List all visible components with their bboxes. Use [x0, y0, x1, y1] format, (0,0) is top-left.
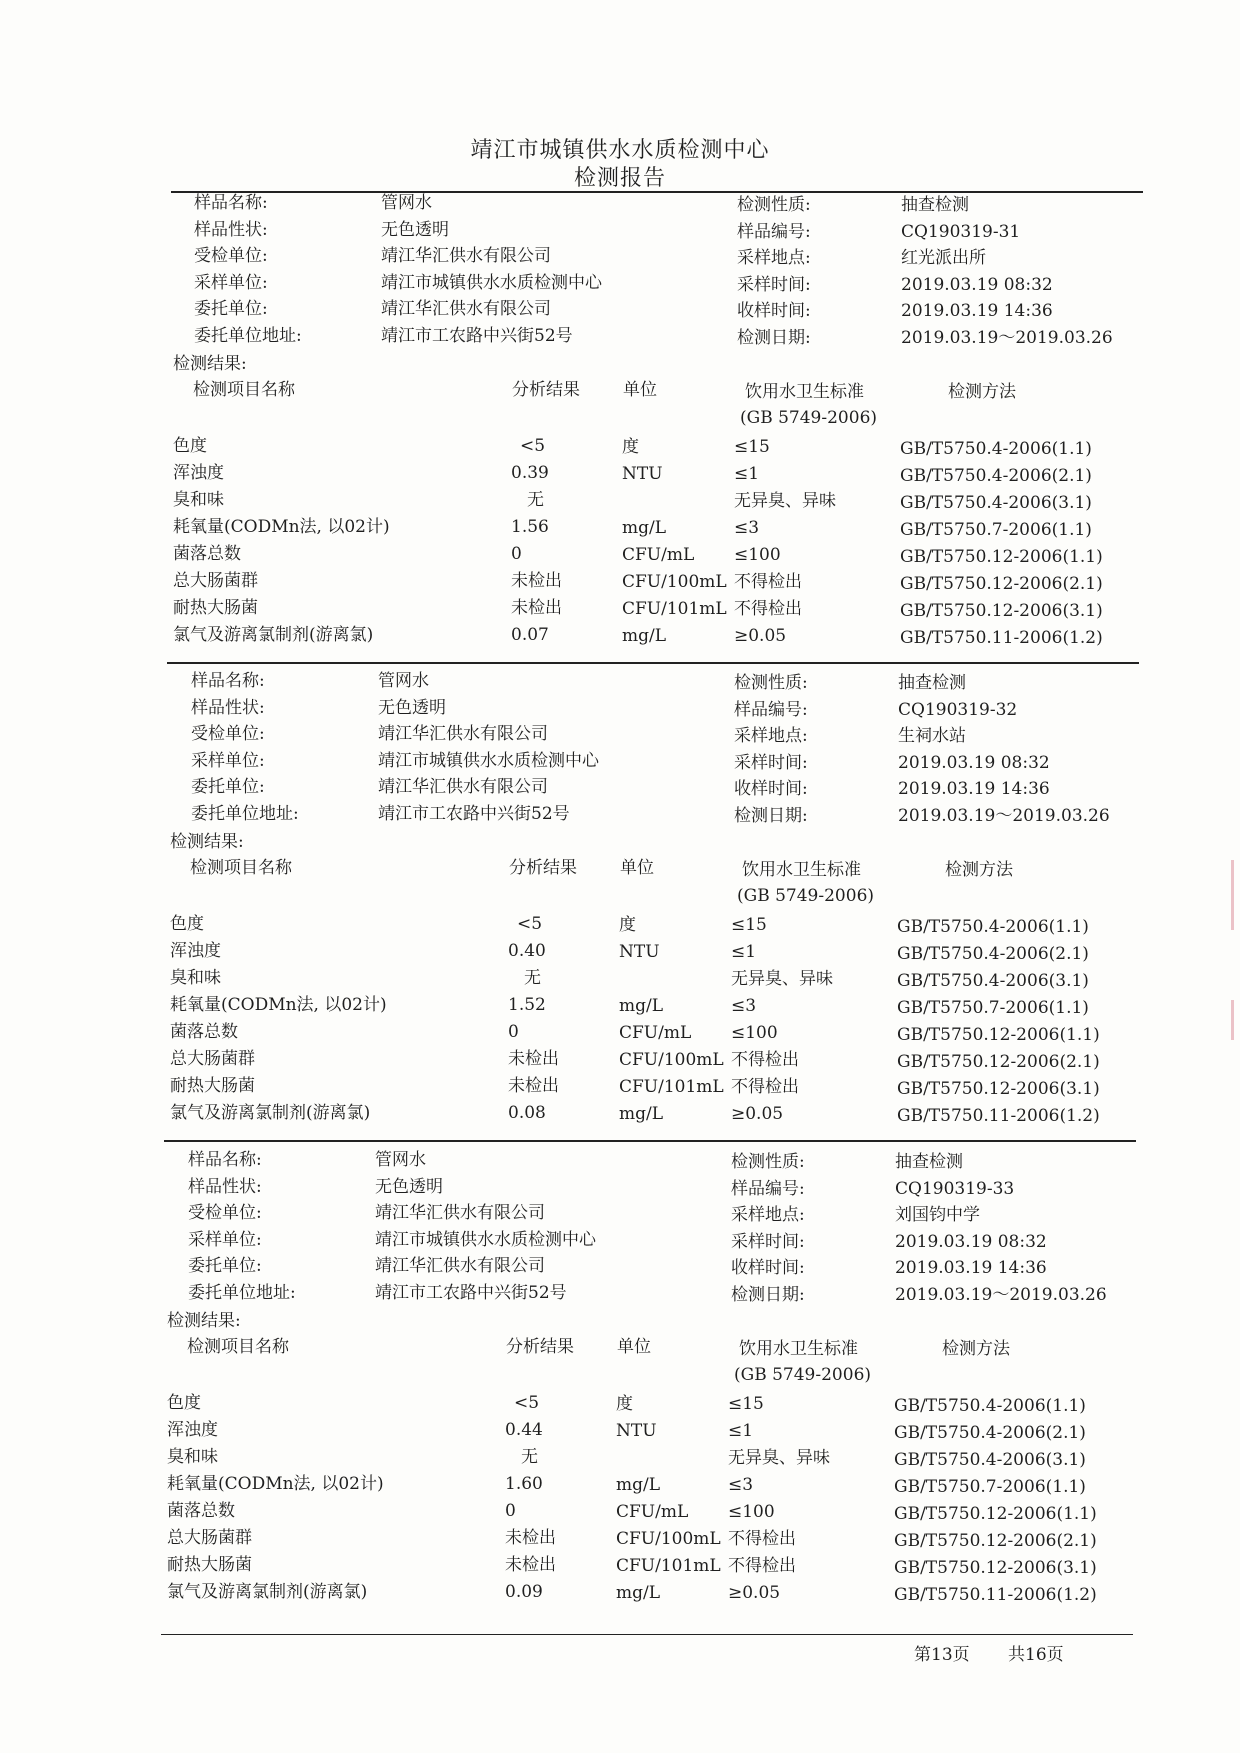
- cell-standard: ≤15: [731, 915, 767, 935]
- cell-standard: 不得检出: [734, 599, 802, 619]
- cell-result: 未检出: [508, 1076, 559, 1096]
- cell-method: GB/T5750.4-2006(2.1): [897, 944, 1089, 964]
- cell-item: 耐热大肠菌: [173, 598, 258, 618]
- field-label-sample-no: 样品编号:: [737, 221, 811, 242]
- field-label-receive-time: 收样时间:: [737, 301, 811, 321]
- cell-method: GB/T5750.12-2006(3.1): [894, 1558, 1097, 1578]
- field-label-receive-time: 收样时间:: [734, 779, 808, 799]
- field-value-receive-time: 2019.03.19 14:36: [895, 1258, 1047, 1278]
- field-value-test-date: 2019.03.19～2019.03.26: [901, 327, 1113, 348]
- field-value-sampling-time: 2019.03.19 08:32: [901, 274, 1053, 295]
- field-label-test-nature: 检测性质:: [737, 195, 811, 215]
- cell-result: <5: [514, 1393, 540, 1413]
- cell-unit: CFU/mL: [619, 1023, 692, 1043]
- column-header-method: 检测方法: [945, 860, 1013, 880]
- field-label-inspected-unit: 受检单位:: [191, 724, 265, 744]
- cell-unit: 度: [622, 437, 639, 457]
- cell-result: 无: [527, 490, 544, 510]
- field-label-client-address: 委托单位地址:: [191, 803, 299, 824]
- cell-method: GB/T5750.7-2006(1.1): [900, 520, 1092, 540]
- field-label-sampling-site: 采样地点:: [737, 248, 811, 268]
- field-label-sample-state: 样品性状:: [194, 219, 268, 240]
- sample-section-2: [0, 671, 1240, 1141]
- cell-standard: ≤15: [734, 437, 770, 457]
- field-value-test-nature: 抽查检测: [901, 195, 969, 215]
- cell-method: GB/T5750.12-2006(3.1): [897, 1079, 1100, 1099]
- cell-method: GB/T5750.4-2006(3.1): [894, 1450, 1086, 1470]
- field-value-test-date: 2019.03.19～2019.03.26: [898, 805, 1110, 826]
- cell-unit: mg/L: [619, 996, 664, 1016]
- cell-method: GB/T5750.12-2006(3.1): [900, 601, 1103, 621]
- cell-method: GB/T5750.4-2006(2.1): [894, 1423, 1086, 1443]
- field-value-client-address: 靖江市工农路中兴街52号: [381, 325, 573, 346]
- cell-standard: ≤100: [734, 545, 781, 565]
- cell-item: 菌落总数: [167, 1501, 235, 1521]
- cell-result: 0.08: [508, 1103, 546, 1123]
- cell-result: 1.56: [511, 517, 549, 537]
- cell-standard: 不得检出: [731, 1077, 799, 1097]
- cell-method: GB/T5750.12-2006(2.1): [900, 574, 1103, 594]
- field-label-sample-name: 样品名称:: [191, 671, 265, 691]
- report-org-title: 靖江市城镇供水水质检测中心: [470, 138, 770, 163]
- cell-result: 未检出: [505, 1555, 556, 1575]
- cell-standard: 不得检出: [731, 1050, 799, 1070]
- report-title: 检测报告: [573, 166, 666, 191]
- sample-section-1: [0, 193, 1240, 663]
- results-label: 检测结果:: [170, 832, 244, 852]
- bottom-rule: [161, 1634, 1133, 1635]
- cell-result: 未检出: [505, 1528, 556, 1548]
- cell-standard: ≤3: [728, 1475, 754, 1495]
- column-header-standard: 饮用水卫生标准: [742, 860, 861, 880]
- field-value-inspected-unit: 靖江华汇供水有限公司: [378, 724, 548, 744]
- cell-item: 臭和味: [173, 490, 224, 510]
- cell-item: 菌落总数: [170, 1022, 238, 1042]
- cell-result: <5: [517, 914, 543, 934]
- field-label-client-address: 委托单位地址:: [188, 1282, 296, 1303]
- field-label-sampling-time: 采样时间:: [737, 274, 811, 295]
- cell-method: GB/T5750.4-2006(1.1): [900, 439, 1092, 459]
- field-label-sample-no: 样品编号:: [731, 1178, 805, 1199]
- column-header-standard: 饮用水卫生标准: [745, 382, 864, 402]
- field-label-sample-state: 样品性状:: [188, 1176, 262, 1197]
- field-value-sample-name: 管网水: [375, 1150, 426, 1170]
- cell-standard: 无异臭、异味: [731, 969, 833, 989]
- field-value-sample-name: 管网水: [381, 193, 432, 213]
- cell-unit: mg/L: [616, 1475, 661, 1495]
- cell-standard: ≤15: [728, 1394, 764, 1414]
- cell-unit: mg/L: [619, 1104, 664, 1124]
- field-label-client-unit: 委托单位:: [188, 1256, 262, 1276]
- cell-item: 氯气及游离氯制剂(游离氯): [167, 1582, 368, 1602]
- cell-method: GB/T5750.4-2006(3.1): [900, 493, 1092, 513]
- cell-standard: 不得检出: [728, 1556, 796, 1576]
- field-label-test-nature: 检测性质:: [731, 1152, 805, 1172]
- cell-item: 总大肠菌群: [173, 571, 258, 591]
- cell-unit: CFU/100mL: [622, 572, 727, 592]
- cell-result: 1.60: [505, 1474, 543, 1494]
- cell-unit: CFU/101mL: [619, 1077, 724, 1097]
- column-header-method: 检测方法: [948, 382, 1016, 402]
- cell-item: 总大肠菌群: [167, 1528, 252, 1548]
- field-value-sampling-time: 2019.03.19 08:32: [895, 1231, 1047, 1252]
- column-header-result: 分析结果: [512, 380, 580, 400]
- field-value-client-unit: 靖江华汇供水有限公司: [378, 777, 548, 797]
- field-label-test-date: 检测日期:: [737, 327, 811, 348]
- cell-unit: mg/L: [622, 518, 667, 538]
- cell-unit: mg/L: [616, 1583, 661, 1603]
- cell-item: 色度: [167, 1393, 201, 1413]
- cell-method: GB/T5750.12-2006(1.1): [894, 1504, 1097, 1524]
- cell-item: 浑浊度: [173, 463, 224, 483]
- field-value-sampling-unit: 靖江市城镇供水水质检测中心: [378, 750, 599, 771]
- cell-result: 0.44: [505, 1420, 543, 1440]
- edge-mark: [1231, 1000, 1234, 1040]
- field-label-sample-state: 样品性状:: [191, 697, 265, 718]
- field-value-sample-state: 无色透明: [378, 697, 446, 718]
- cell-unit: 度: [619, 915, 636, 935]
- cell-result: 无: [521, 1447, 538, 1467]
- field-value-sample-state: 无色透明: [375, 1176, 443, 1197]
- field-value-sampling-time: 2019.03.19 08:32: [898, 752, 1050, 773]
- cell-method: GB/T5750.12-2006(2.1): [897, 1052, 1100, 1072]
- cell-standard: 无异臭、异味: [734, 491, 836, 511]
- field-label-sampling-time: 采样时间:: [734, 752, 808, 773]
- cell-result: 0.07: [511, 625, 549, 645]
- field-value-client-address: 靖江市工农路中兴街52号: [378, 803, 570, 824]
- column-header-item: 检测项目名称: [187, 1337, 289, 1357]
- cell-unit: NTU: [619, 942, 660, 962]
- column-header-standard-code: (GB 5749-2006): [737, 886, 875, 906]
- field-value-inspected-unit: 靖江华汇供水有限公司: [375, 1203, 545, 1223]
- field-label-inspected-unit: 受检单位:: [194, 246, 268, 266]
- cell-result: 未检出: [511, 598, 562, 618]
- cell-method: GB/T5750.7-2006(1.1): [897, 998, 1089, 1018]
- field-value-inspected-unit: 靖江华汇供水有限公司: [381, 246, 551, 266]
- cell-standard: 不得检出: [728, 1529, 796, 1549]
- field-value-receive-time: 2019.03.19 14:36: [898, 779, 1050, 799]
- field-value-test-nature: 抽查检测: [898, 673, 966, 693]
- cell-result: 0: [511, 544, 522, 564]
- column-header-item: 检测项目名称: [193, 380, 295, 400]
- field-value-sampling-site: 生祠水站: [898, 726, 966, 746]
- cell-method: GB/T5750.4-2006(1.1): [894, 1396, 1086, 1416]
- field-value-test-nature: 抽查检测: [895, 1152, 963, 1172]
- cell-standard: ≤1: [728, 1421, 754, 1441]
- field-label-sampling-site: 采样地点:: [734, 726, 808, 746]
- field-value-sample-no: CQ190319-33: [895, 1178, 1015, 1199]
- cell-unit: CFU/100mL: [619, 1050, 724, 1070]
- field-value-sampling-unit: 靖江市城镇供水水质检测中心: [381, 272, 602, 293]
- field-value-sample-state: 无色透明: [381, 219, 449, 240]
- field-label-sample-no: 样品编号:: [734, 699, 808, 720]
- page-total: 共16页: [1008, 1645, 1064, 1665]
- cell-standard: ≤3: [731, 996, 757, 1016]
- field-label-receive-time: 收样时间:: [731, 1258, 805, 1278]
- field-label-test-date: 检测日期:: [731, 1284, 805, 1305]
- cell-method: GB/T5750.4-2006(1.1): [897, 917, 1089, 937]
- cell-unit: NTU: [622, 464, 663, 484]
- cell-method: GB/T5750.11-2006(1.2): [897, 1106, 1100, 1126]
- cell-standard: 无异臭、异味: [728, 1448, 830, 1468]
- field-label-sample-name: 样品名称:: [194, 193, 268, 213]
- cell-item: 臭和味: [170, 968, 221, 988]
- cell-result: 未检出: [508, 1049, 559, 1069]
- cell-method: GB/T5750.4-2006(3.1): [897, 971, 1089, 991]
- cell-standard: ≤100: [731, 1023, 778, 1043]
- cell-item: 耐热大肠菌: [170, 1076, 255, 1096]
- cell-item: 耐热大肠菌: [167, 1555, 252, 1575]
- column-header-result: 分析结果: [506, 1337, 574, 1357]
- field-value-sample-no: CQ190319-31: [901, 221, 1021, 242]
- results-label: 检测结果:: [167, 1311, 241, 1331]
- field-label-client-unit: 委托单位:: [191, 777, 265, 797]
- column-header-standard-code: (GB 5749-2006): [734, 1365, 872, 1385]
- cell-standard: 不得检出: [734, 572, 802, 592]
- cell-unit: NTU: [616, 1421, 657, 1441]
- field-label-test-date: 检测日期:: [734, 805, 808, 826]
- cell-method: GB/T5750.11-2006(1.2): [894, 1585, 1097, 1605]
- cell-result: 0.09: [505, 1582, 543, 1602]
- cell-item: 菌落总数: [173, 544, 241, 564]
- field-label-client-unit: 委托单位:: [194, 299, 268, 319]
- cell-item: 总大肠菌群: [170, 1049, 255, 1069]
- column-header-unit: 单位: [617, 1337, 651, 1357]
- cell-standard: ≥0.05: [728, 1583, 781, 1603]
- cell-method: GB/T5750.7-2006(1.1): [894, 1477, 1086, 1497]
- field-value-sampling-site: 刘国钧中学: [895, 1205, 980, 1225]
- column-header-result: 分析结果: [509, 858, 577, 878]
- cell-result: <5: [520, 436, 546, 456]
- cell-result: 0.39: [511, 463, 549, 483]
- cell-standard: ≥0.05: [734, 626, 787, 646]
- cell-standard: ≤1: [731, 942, 757, 962]
- edge-mark: [1231, 860, 1234, 930]
- field-value-sampling-unit: 靖江市城镇供水水质检测中心: [375, 1229, 596, 1250]
- cell-result: 0: [505, 1501, 516, 1521]
- field-label-sample-name: 样品名称:: [188, 1150, 262, 1170]
- field-label-test-nature: 检测性质:: [734, 673, 808, 693]
- cell-item: 耗氧量(CODMn法, 以02计): [173, 517, 390, 537]
- page-number: 第13页: [914, 1645, 970, 1665]
- column-header-standard: 饮用水卫生标准: [739, 1339, 858, 1359]
- cell-method: GB/T5750.12-2006(2.1): [894, 1531, 1097, 1551]
- cell-unit: 度: [616, 1394, 633, 1414]
- cell-unit: CFU/100mL: [616, 1529, 721, 1549]
- field-value-receive-time: 2019.03.19 14:36: [901, 301, 1053, 321]
- column-header-item: 检测项目名称: [190, 858, 292, 878]
- cell-item: 耗氧量(CODMn法, 以02计): [170, 995, 387, 1015]
- cell-item: 耗氧量(CODMn法, 以02计): [167, 1474, 384, 1494]
- field-label-sampling-unit: 采样单位:: [194, 272, 268, 293]
- field-value-test-date: 2019.03.19～2019.03.26: [895, 1284, 1107, 1305]
- cell-standard: ≤3: [734, 518, 760, 538]
- cell-result: 无: [524, 968, 541, 988]
- field-value-client-unit: 靖江华汇供水有限公司: [381, 299, 551, 319]
- cell-item: 臭和味: [167, 1447, 218, 1467]
- field-label-client-address: 委托单位地址:: [194, 325, 302, 346]
- field-value-client-address: 靖江市工农路中兴街52号: [375, 1282, 567, 1303]
- cell-result: 1.52: [508, 995, 546, 1015]
- cell-result: 0.40: [508, 941, 546, 961]
- cell-item: 氯气及游离氯制剂(游离氯): [173, 625, 374, 645]
- field-value-sampling-site: 红光派出所: [901, 248, 986, 268]
- field-label-sampling-site: 采样地点:: [731, 1205, 805, 1225]
- field-label-sampling-unit: 采样单位:: [191, 750, 265, 771]
- cell-unit: mg/L: [622, 626, 667, 646]
- cell-item: 浑浊度: [167, 1420, 218, 1440]
- results-label: 检测结果:: [173, 354, 247, 374]
- field-label-sampling-time: 采样时间:: [731, 1231, 805, 1252]
- cell-unit: CFU/101mL: [622, 599, 727, 619]
- cell-unit: CFU/mL: [622, 545, 695, 565]
- cell-item: 氯气及游离氯制剂(游离氯): [170, 1103, 371, 1123]
- cell-method: GB/T5750.12-2006(1.1): [897, 1025, 1100, 1045]
- cell-result: 未检出: [511, 571, 562, 591]
- column-header-method: 检测方法: [942, 1339, 1010, 1359]
- cell-item: 浑浊度: [170, 941, 221, 961]
- column-header-standard-code: (GB 5749-2006): [740, 408, 878, 428]
- cell-unit: CFU/101mL: [616, 1556, 721, 1576]
- field-value-client-unit: 靖江华汇供水有限公司: [375, 1256, 545, 1276]
- column-header-unit: 单位: [620, 858, 654, 878]
- cell-method: GB/T5750.12-2006(1.1): [900, 547, 1103, 567]
- cell-result: 0: [508, 1022, 519, 1042]
- sample-section-3: [0, 1150, 1240, 1620]
- cell-item: 色度: [173, 436, 207, 456]
- cell-standard: ≥0.05: [731, 1104, 784, 1124]
- cell-item: 色度: [170, 914, 204, 934]
- field-label-sampling-unit: 采样单位:: [188, 1229, 262, 1250]
- cell-method: GB/T5750.4-2006(2.1): [900, 466, 1092, 486]
- cell-unit: CFU/mL: [616, 1502, 689, 1522]
- cell-method: GB/T5750.11-2006(1.2): [900, 628, 1103, 648]
- field-value-sample-no: CQ190319-32: [898, 699, 1018, 720]
- field-value-sample-name: 管网水: [378, 671, 429, 691]
- cell-standard: ≤100: [728, 1502, 775, 1522]
- field-label-inspected-unit: 受检单位:: [188, 1203, 262, 1223]
- cell-standard: ≤1: [734, 464, 760, 484]
- column-header-unit: 单位: [623, 380, 657, 400]
